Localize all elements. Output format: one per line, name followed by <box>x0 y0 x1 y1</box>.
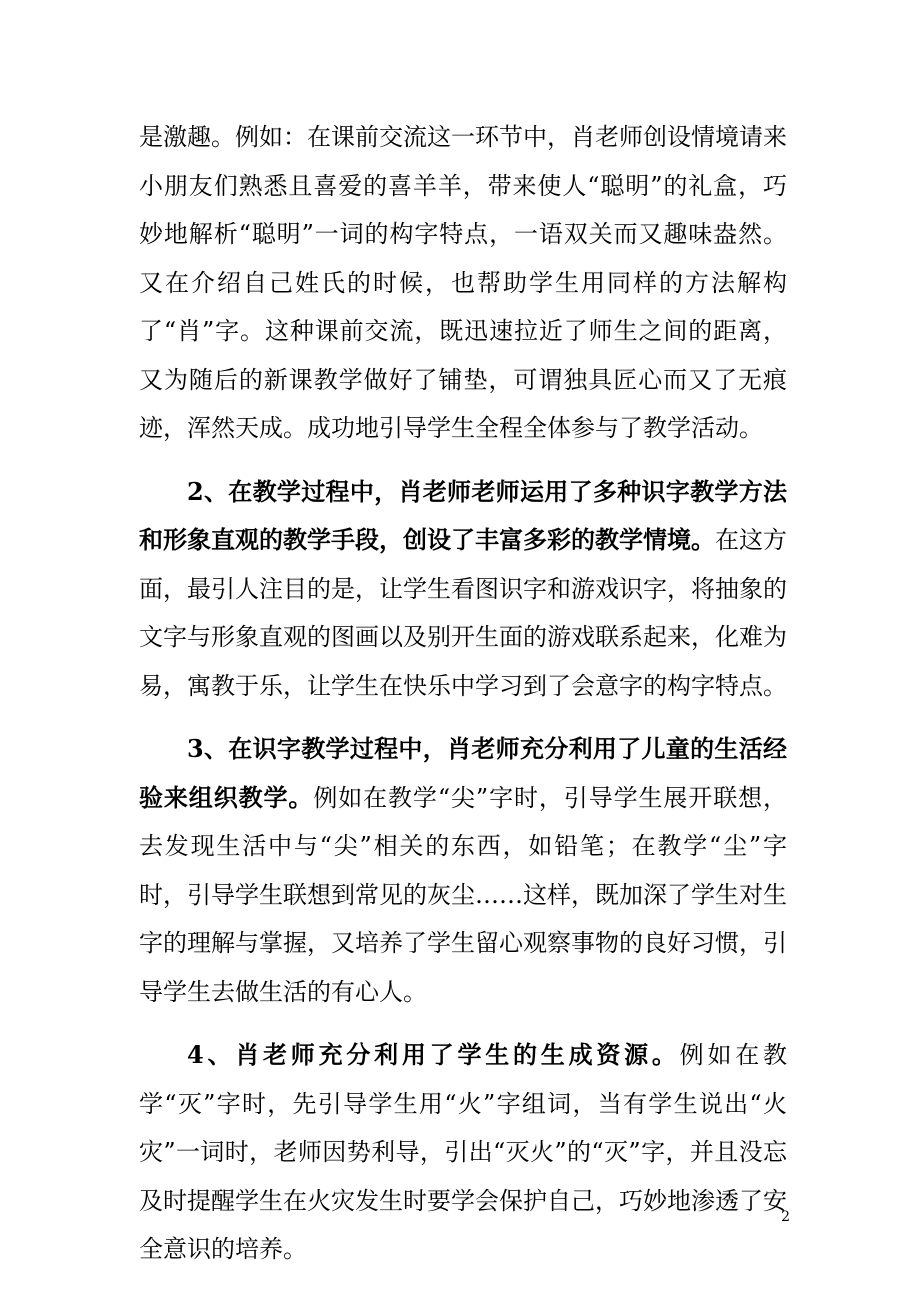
paragraph-3-lead: 3、在识字教学过程中，肖老师充分利用了儿童的生活经验来组织教学。 <box>139 734 787 812</box>
paragraph-2 <box>139 468 787 711</box>
page-number: 2 <box>781 1209 790 1225</box>
paragraph-2-lead: 2、在教学过程中，肖老师老师运用了多种识字教学方法和形象直观的教学手段，创设了丰富多彩的教学情境。 <box>139 476 787 554</box>
paragraph-3-body: 例如在教学“尖”字时，引导学生展开联想，去发现生活中与“尖”相关的东西，如铅笔；在教学“尘”字时，引导学生联想到常见的灰尘……这样，既加深了学生对生字的理解与掌握，又培养了学生留心观察事物的良好习惯，引导学生去做生活的有心人。 <box>139 783 788 1006</box>
paragraph-2-body: 在这方面，最引人注目的是，让学生看图识字和游戏识字，将抽象的文字与形象直观的图画以及别开生面的游戏联系起来，化难为易，寓教于乐，让学生在快乐中学习到了会意字的构字特点。 <box>139 526 787 700</box>
paragraph-4-lead: 4、肖老师充分利用了学生的生成资源。 <box>187 1040 680 1069</box>
paragraph-1-continuation <box>139 113 787 453</box>
body-text <box>139 113 787 1274</box>
paragraph-3 <box>139 725 787 1016</box>
paragraph-4-body: 例如在教学“灭”字时，先引导学生用“火”字组词，当有学生说出“火灾”一词时，老师因势利导，引出“灭火”的“灭”字，并且没忘及时提醒学生在火灾发生时要学会保护自己，巧妙地渗透了安全意识的培养。 <box>139 1041 787 1263</box>
paragraph-1-body: 是激趣。例如：在课前交流这一环节中，肖老师创设情境请来小朋友们熟悉且喜爱的喜羊羊，带来使人“聪明”的礼盒，巧妙地解析“聪明”一词的构字特点，一语双关而又趣味盎然。又在介绍自己姓氏的时候，也帮助学生用同样的方法解构了“肖”字。这种课前交流，既迅速拉近了师生之间的距离，又为随后的新课教学做好了铺垫，可谓独具匠心而又了无痕迹，浑然天成。成功地引导学生全程全体参与了教学活动。 <box>139 123 787 442</box>
paragraph-4 <box>139 1031 787 1274</box>
